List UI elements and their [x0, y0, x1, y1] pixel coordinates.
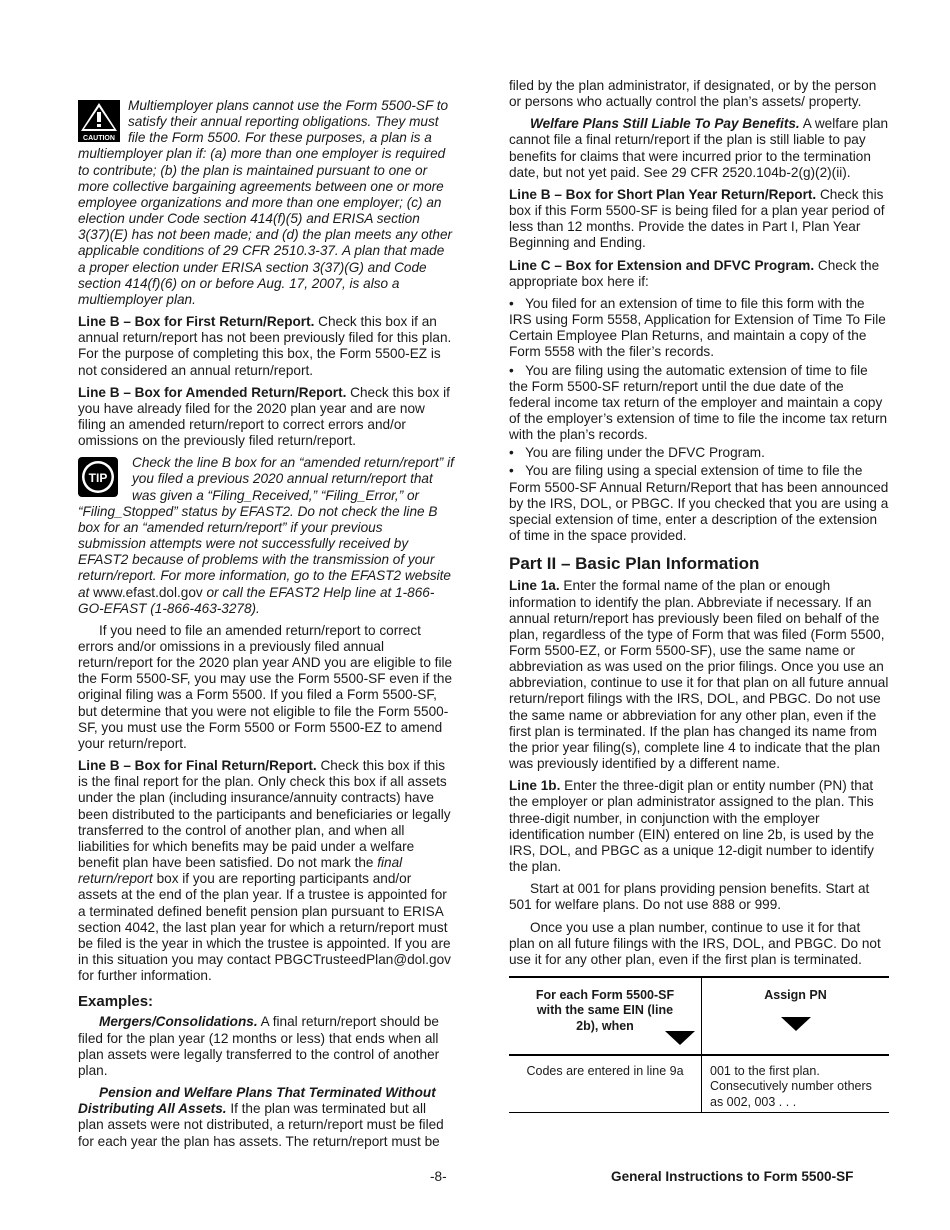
right-column [509, 78, 889, 1113]
tip-note [78, 455, 454, 617]
tip-label: TIP [88, 471, 108, 486]
table-row [509, 1055, 889, 1113]
welfare-para: Welfare Plans Still Liable To Pay Benefits. A welfare plan cannot file a final return/report if the plan is still liable to pay benefits for claims that were incurred prior to the termination date, but not yet paid. See 29 CFR 2520.104b-2(g)(2)(ii). [509, 116, 889, 180]
examples-heading: Examples: [78, 993, 154, 1011]
table-header-row [509, 977, 889, 1055]
table-cell: Codes are entered in line 9a [509, 1055, 702, 1113]
welfare-heading: Welfare Plans Still Liable To Pay Benefits. [530, 116, 800, 132]
page-number: -8- [430, 1169, 447, 1184]
bullet-item: • You filed for an extension of time to file this form with the IRS using Form 5558, Application for Extension of Time To File Certain Employee Plan Returns, and maintain a copy of the Form 5558 with the filer’s records. [509, 295, 886, 360]
line-1b-heading: Line 1b. [509, 778, 561, 794]
start-para: Start at 001 for plans providing pension benefits. Start at 501 for welfare plans. Do not use 888 or 999. [509, 881, 870, 913]
table-header-cell: Assign PN [702, 977, 890, 1055]
caution-label: CAUTION [83, 135, 115, 142]
amended-return-para: Line B – Box for Amended Return/Report. Check this box if you have already filed for the 2020 plan year and are now filing an amended return/report to correct errors and/or omissions on the previously filed return/report. [78, 384, 450, 449]
line-1a-heading: Line 1a. [509, 578, 560, 594]
down-arrow-icon [665, 1031, 695, 1045]
bullet-item: • You are filing using a special extension of time to file the Form 5500-SF Annual Return/Report that has been announced by the IRS, DOL, or PBGC. If you checked that you are using a special extension of time, enter a description of the extension of time in the space provided. [509, 463, 889, 544]
bullet-item: • You are filing under the DFVC Program. [509, 445, 765, 461]
pension-heading: Pension and Welfare Plans That Terminated Without Distributing All Assets. [78, 1085, 436, 1117]
mergers-para: Mergers/Consolidations. A final return/report should be filed for the plan year (12 months or less) that ends when all plan assets were legally transferred to the control of another plan. [78, 1014, 440, 1078]
table-cell: 001 to the first plan. Consecutively number others as 002, 003 . . . [702, 1055, 890, 1113]
line-c-para: Line C – Box for Extension and DFVC Program. Check the appropriate box here if: [509, 257, 880, 289]
final-return-heading: Line B – Box for Final Return/Report. [78, 758, 317, 774]
efast-link[interactable]: www.efast.dol.gov [93, 584, 203, 600]
caution-icon [78, 100, 120, 142]
line-1b-para: Line 1b. Enter the three-digit plan or entity number (PN) that the employer or plan administrator assigned to the plan. This three-digit number, in conjunction with the employer identification number (EIN) entered on line 2b, is used by the IRS, DOL, and PBGC as a unique 12-digit number to identify the plan. [509, 778, 874, 875]
pn-table [509, 976, 889, 1114]
first-return-heading: Line B – Box for First Return/Report. [78, 314, 315, 330]
amended-return-heading: Line B – Box for Amended Return/Report. [78, 384, 347, 400]
footer-title: General Instructions to Form 5500-SF [611, 1169, 854, 1184]
short-plan-heading: Line B – Box for Short Plan Year Return/Report. [509, 186, 817, 202]
line-1a-para: Line 1a. Enter the formal name of the plan or enough information to identify the plan. Abbreviate if necessary. If an annual return/report has previously been filed on behalf of the plan, regardless of the type of Form that was filed (Form 5500, Form 5500-EZ, or Form 5500-SF), use the same name or abbreviation as was used on the prior filings. Once you use an abbreviation, continue to use it for that plan on all future annual return/report filings with the IRS, DOL, and PBGC. Do not use the same name or abbreviation for any other plan, even if the first plan is terminated. If the plan has changed its name from the prior year filing(s), complete line 4 to indicate that the plan was previously identified by a different name. [509, 578, 889, 772]
down-arrow-icon [781, 1017, 811, 1031]
part-ii-heading: Part II – Basic Plan Information [509, 554, 760, 574]
mergers-heading: Mergers/Consolidations. [99, 1014, 258, 1030]
short-plan-para: Line B – Box for Short Plan Year Return/Report. Check this box if this Form 5500-SF is being filed for a plan year period of less than 12 months. Provide the dates in Part I, Plan Year Beginning and Ending. [509, 186, 885, 251]
continued-text: filed by the plan administrator, if designated, or by the person or persons who actually control the plan’s assets/ property. [509, 78, 877, 110]
amend-paragraph: If you need to file an amended return/report to correct errors and/or omissions in a previously filed annual return/report for the 2020 plan year AND you are eligible to file the Form 5500-SF, you may use the Form 5500-SF even if the original filing was a Form 5500. If you filed a Form 5500-SF, but determine that you were not eligible to file the Form 5500-SF, you must use the Form 5500 or Form 5500-EZ to amend your return/report. [78, 622, 453, 751]
line-c-heading: Line C – Box for Extension and DFVC Program. [509, 257, 815, 273]
caution-note [78, 98, 454, 308]
caution-text: Multiemployer plans cannot use the Form 5500-SF to satisfy their annual reporting obligations. They must file the Form 5500. For these purposes, a plan is a multiemployer plan if: (a) more than one employer is required to contribute; (b) the plan is maintained pursuant to one or more collective bargaining agreements between one or more employee organizations and more than one employer; (c) an election under Code section 414(f)(5) and ERISA section 3(37)(E) has not been made; and (d) the plan meets any other applicable conditions of 29 CFR 2510.3-37. A plan that made a proper election under ERISA section 3(37)(G) and Code section 414(f)(6) on or before Aug. 17, 2007, is also a multiemployer plan. [78, 98, 453, 307]
table-header-cell: For each Form 5500-SF with the same EIN (line 2b), when [509, 977, 702, 1055]
left-column [78, 78, 454, 1156]
first-return-para: Line B – Box for First Return/Report. Check this box if an annual return/report has not been previously filed for this plan. For the purpose of completing this box, the Form 5500-EZ is not considered an annual return/report. [78, 314, 452, 378]
tip-text: Check the line B box for an “amended return/report” if you filed a previous 2020 annual return/report that was given a “Filing_Received,” “Filing_Error,” or “Filing_Stopped” status by EFAST2. Do not check the line B box for an “amended return/report” if your previous submission attempts were not successfully received by EFAST2 because of problems with the transmission of your return/report. For more information, go to the EFAST2 website at www.efast.dol.gov or call the EFAST2 Help line at 1-866-GO-EFAST (1-866-463-3278). [78, 455, 454, 616]
bullet-item: • You are filing using the automatic extension of time to file the Form 5500-SF return/report until the due date of the federal income tax return of the employer and maintain a copy of the employer’s extension of time to file the income tax return with the plan’s records. [509, 362, 888, 443]
once-para: Once you use a plan number, continue to use it for that plan on all future filings with the IRS, DOL, and PBGC. Do not use it for any other plan, even if the first plan is terminated. [509, 919, 881, 967]
pension-para: Pension and Welfare Plans That Terminated Without Distributing All Assets. If the plan was terminated but all plan assets were not distributed, a return/report must be filed for each year the plan has assets. The return/report must be [78, 1085, 444, 1149]
final-return-para: Line B – Box for Final Return/Report. Check this box if this is the final report for the plan. Only check this box if all assets under the plan (including insurance/annuity contracts) have been distributed to the participants and beneficiaries or legally transferred to the control of another plan, and when all liabilities for which benefits may be paid under a welfare benefit plan have been satisfied. Do not mark the final return/report box if you are reporting participants and/or assets at the end of the plan year. If a trustee is appointed for a terminated defined benefit pension plan pursuant to ERISA section 4042, the last plan year for which a return/report must be filed is the year in which the trustee is appointed. If you are in this situation you may contact PBGCTrusteedPlan@dol.gov for further information. [78, 758, 451, 984]
tip-icon [78, 457, 118, 497]
